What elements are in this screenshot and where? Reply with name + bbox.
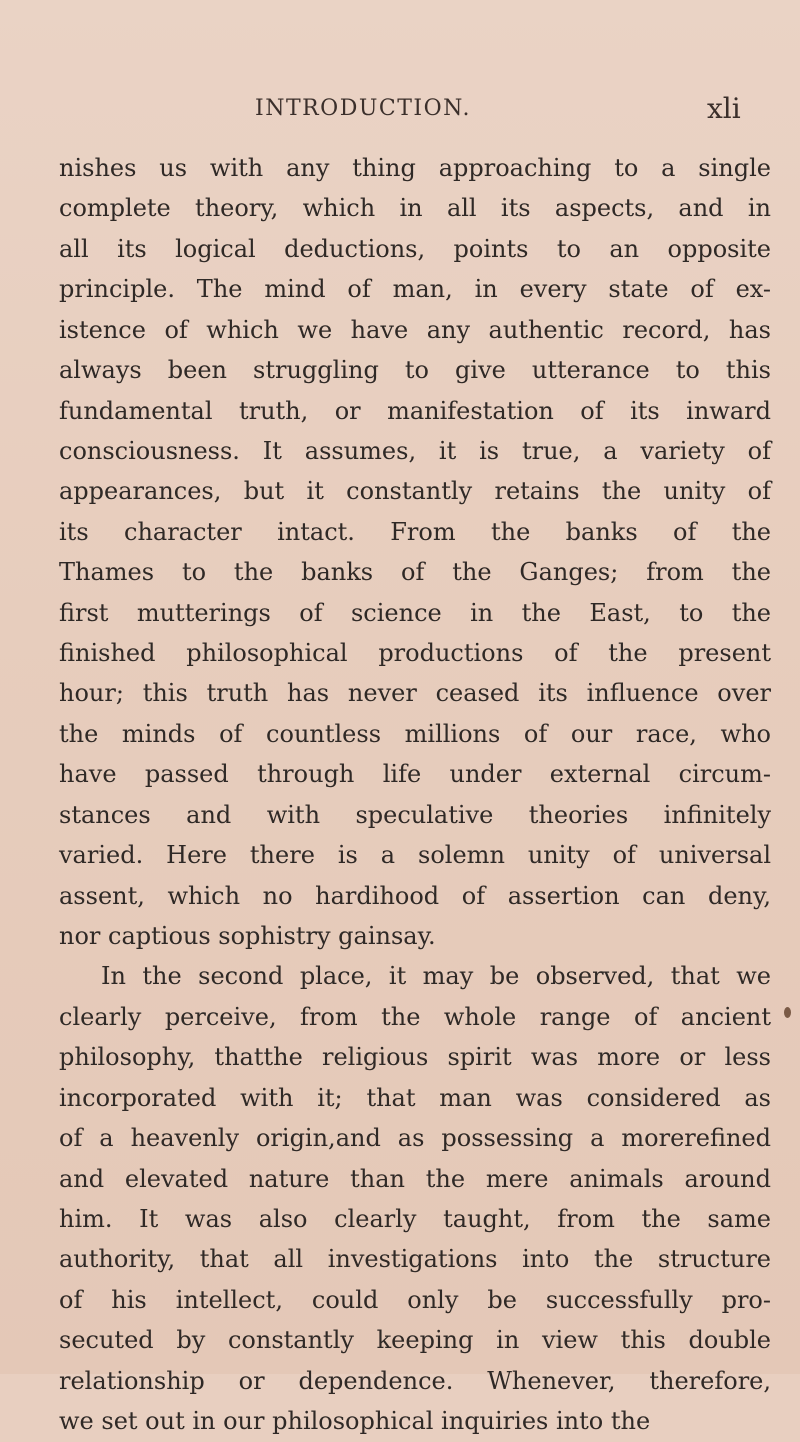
body-text xyxy=(59,148,771,1442)
text-line: of a heavenly origin,and as possessing a morerefined xyxy=(59,1124,771,1153)
text-line: all its logical deductions, points to an opposite xyxy=(59,234,771,263)
text-line: incorporated with it; that man was considered as xyxy=(59,1083,771,1112)
text-line: authority, that all investigations into the structure xyxy=(59,1245,771,1274)
text-line: we set out in our philosophical inquiries into the xyxy=(59,1407,651,1436)
text-line: appearances, but it constantly retains the unity of xyxy=(59,477,771,506)
text-line: assent, which no hardihood of assertion can deny, xyxy=(59,881,771,910)
page-number: xli xyxy=(707,92,741,125)
text-line: principle. The mind of man, in every state of ex- xyxy=(59,275,771,304)
text-line: first mutterings of science in the East, to the xyxy=(59,598,771,627)
paragraph-1 xyxy=(59,148,771,956)
text-line: him. It was also clearly taught, from the same xyxy=(59,1204,771,1233)
text-line: relationship or dependence. Whenever, therefore, xyxy=(59,1366,771,1395)
page-header xyxy=(0,92,800,136)
text-line: varied. Here there is a solemn unity of universal xyxy=(59,841,771,870)
ink-spot xyxy=(784,1007,791,1018)
text-line: Thames to the banks of the Ganges; from the xyxy=(59,558,771,587)
text-line: philosophy, thatthe religious spirit was more or less xyxy=(59,1043,771,1072)
text-line: clearly perceive, from the whole range of ancient xyxy=(59,1002,771,1031)
text-line: secuted by constantly keeping in view this double xyxy=(59,1326,771,1355)
text-line: istence of which we have any authentic record, has xyxy=(59,315,771,344)
text-line: hour; this truth has never ceased its influence over xyxy=(59,679,771,708)
text-line: fundamental truth, or manifestation of its inward xyxy=(59,396,771,425)
text-line: In the second place, it may be observed, that we xyxy=(101,962,771,991)
text-line: of his intellect, could only be successfully pro- xyxy=(59,1285,771,1314)
text-line: always been struggling to give utterance to this xyxy=(59,356,771,385)
paragraph-2 xyxy=(59,956,771,1441)
text-line: stances and with speculative theories infinitely xyxy=(59,800,771,829)
text-line: consciousness. It assumes, it is true, a variety of xyxy=(59,436,771,465)
text-line: the minds of countless millions of our race, who xyxy=(59,719,771,748)
running-head: INTRODUCTION. xyxy=(255,96,471,121)
text-line: finished philosophical productions of the present xyxy=(59,639,771,668)
text-line: and elevated nature than the mere animals around xyxy=(59,1164,771,1193)
text-line: nor captious sophistry gainsay. xyxy=(59,922,436,951)
text-line: its character intact. From the banks of the xyxy=(59,517,771,546)
text-line: nishes us with any thing approaching to a single xyxy=(59,154,771,182)
text-line: have passed through life under external circum- xyxy=(59,760,771,789)
text-line: complete theory, which in all its aspects, and in xyxy=(59,194,771,223)
